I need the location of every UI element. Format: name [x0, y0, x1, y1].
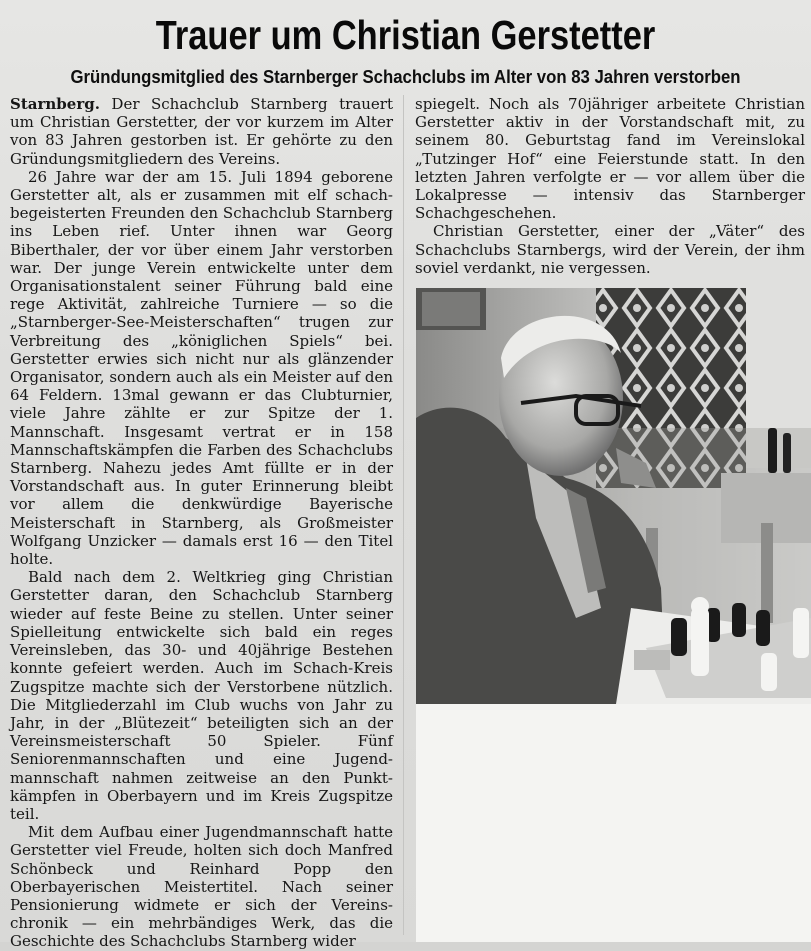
paragraph-4: Mit dem Aufbau einer Jugendmannschaft hatte Gerstetter viel Freude, holten sich doch Manfred Schönbeck und Reinhard Popp den Oberbayerischen Meistertitel. Nach seiner Pensionierung widmete er sich der Vereinschronik — ein mehrbändiges Werk, das die Geschichte des Schachclubs Starnberg wider — [10, 823, 393, 951]
paragraph-3: Bald nach dem 2. Weltkrieg ging Christian Gerstetter daran, den Schachclub Starnberg wieder auf feste Beine zu stellen. Unter seiner Spielleitung entwickelte sich bald ein reges Vereinsleben, das 30- und 40jährige Bestehen konnte gefeiert werden. Auch im Schach-Kreis Zugspitze machte sich der Verstorbene nützlich. Die Mitgliederzahl im Club wuchs von Jahr zu Jahr, in der „Blütezeit“ beteiligten sich an der Vereinsmeisterschaft 50 Spieler. Fünf Seniorenmannschaften und eine Jugendmannschaft nahmen zeitweise an den Punktkämpfen in Oberbayern und im Kreis Zugspitze teil. — [10, 568, 393, 823]
blank-paper-area — [416, 704, 811, 942]
dateline: Starnberg. — [10, 95, 100, 113]
paragraph-5: Christian Gerstetter, einer der „Väter“ des Schachclubs Starnbergs, wird der Verein, der ihm soviel verdankt, nie vergessen. — [415, 222, 805, 277]
article-column-right — [415, 95, 805, 277]
portrait-photo-icon — [416, 288, 811, 704]
column-divider — [403, 95, 404, 935]
paragraph-1 — [10, 95, 393, 168]
paragraph-1-body: Der Schachclub Starnberg trauert um Christian Gerstetter, der vor kurzem im Alter von 83 Jahren gestorben ist. Er gehörte zu den Gründungsmitgliedern des Vereins. — [10, 95, 393, 168]
portrait-photo — [416, 288, 811, 704]
paragraph-4-continued: spiegelt. Noch als 70jähriger arbeitete Christian Gerstetter aktiv in der Vorstandschaft mit, zu seinem 80. Geburtstag fand im Vereinslokal „Tutzinger Hof“ eine Feierstunde statt. In den letzten Jahren verfolgte er — vor allem über die Lokalpresse — intensiv das Starnberger Schachgeschehen. — [415, 95, 805, 223]
headline: Trauer um Christian Gerstetter — [155, 12, 656, 58]
article-column-left — [10, 95, 393, 951]
subheadline: Gründungsmitglied des Starnberger Schachclubs im Alter von 83 Jahren verstorben — [70, 67, 741, 87]
paragraph-2: 26 Jahre war der am 15. Juli 1894 geborene Gerstetter alt, als er zusammen mit elf schachbegeisterten Freunden den Schachclub Starnberg ins Leben rief. Unter ihnen war Georg Biberthaler, der vor über einem Jahr verstorben war. Der junge Verein entwickelte unter dem Organisationstalent seiner Führung bald eine rege Aktivität, zahlreiche Turniere — so die „Starnberger-See-Meisterschaften“ trugen zur Verbreitung des „königlichen Spiels“ bei. Gerstetter erwies sich nicht nur als glänzender Organisator, sondern auch als ein Meister auf den 64 Feldern. 13mal gewann er das Clubturnier, viele Jahre zählte er zur Spitze der 1. Mannschaft. Insgesamt vertrat er in 158 Mannschaftskämpfen die Farben des Schachclubs Starnberg. Nahezu jedes Amt füllte er in der Vorstandschaft aus. In guter Erinnerung bleibt vor allem die denkwürdige Bayerische Meisterschaft in Starnberg, als Großmeister Wolfgang Unzicker — damals erst 16 — den Titel holte. — [10, 167, 393, 569]
